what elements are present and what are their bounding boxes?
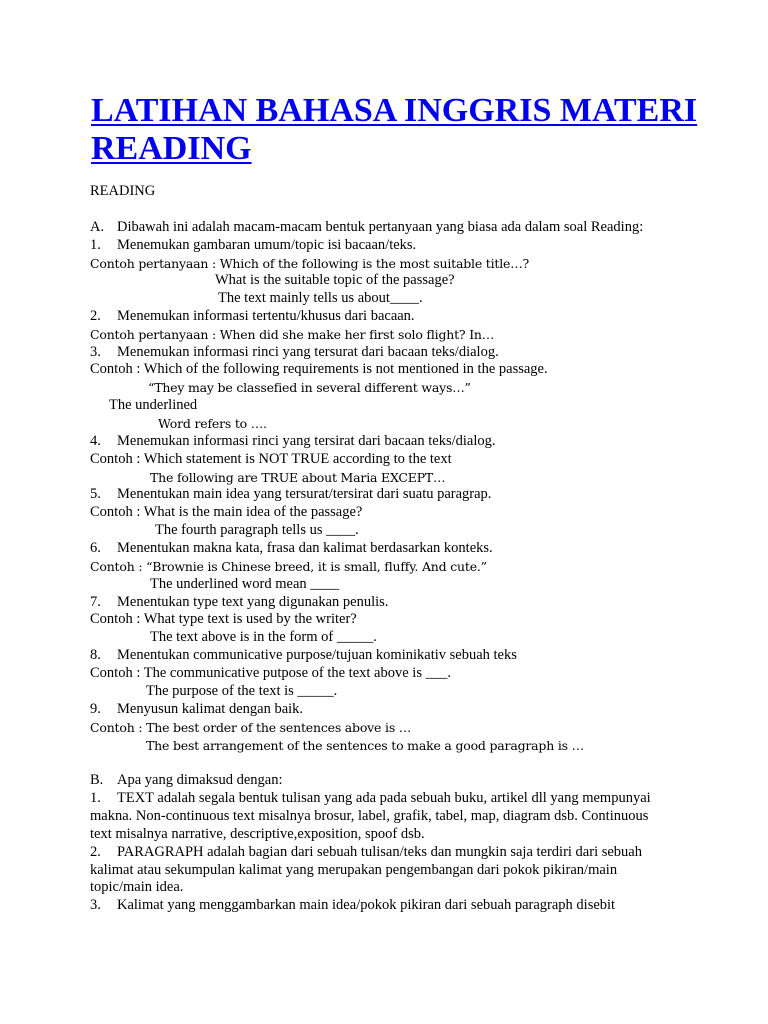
text-line: Menemukan informasi rinci yang tersurat dari bacaan teks/dialog. (117, 344, 499, 360)
item-number: 2. (90, 844, 101, 860)
text-line: Menemukan informasi tertentu/khusus dari bacaan. (117, 308, 415, 324)
item-number: 3. (90, 344, 101, 360)
text-line: Menemukan gambaran umum/topic isi bacaan/teks. (117, 237, 417, 253)
text-line: The following are TRUE about Maria EXCEPT… (150, 470, 446, 485)
example-line (90, 558, 487, 575)
text-line: Contoh : Which statement is NOT TRUE according to the text (90, 451, 452, 467)
text-line: Kalimat yang menggambarkan main idea/pokok pikiran dari sebuah paragraph disebit (117, 897, 616, 913)
item-number: 5. (90, 486, 101, 502)
item-number: B. (90, 772, 104, 788)
example-line (150, 629, 377, 646)
item-number: A. (90, 219, 105, 235)
example-line (215, 272, 455, 289)
list-item (90, 844, 642, 861)
example-line (155, 522, 359, 539)
text-line: Contoh : The communicative putpose of the text above is ___. (90, 665, 451, 681)
text-line: kalimat atau sekumpulan kalimat yang merupakan pengembangan dari pokok pikiran/main (90, 862, 618, 878)
item-number: 7. (90, 594, 101, 610)
example-line (158, 415, 267, 432)
example-line (90, 361, 548, 378)
item-number: 3. (90, 897, 101, 913)
text-line: The best arrangement of the sentences to make a good paragraph is … (146, 738, 584, 753)
example-line (90, 255, 529, 272)
text-line: PARAGRAPH adalah bagian dari sebuah tulisan/teks dan mungkin saja terdiri dari sebuah (117, 844, 642, 860)
text-line: The fourth paragraph tells us ____. (155, 522, 359, 538)
text-line: The purpose of the text is _____. (146, 683, 338, 699)
example-line (150, 576, 339, 593)
text-line: Menyusun kalimat dengan baik. (117, 701, 304, 717)
text-line: The text above is in the form of _____. (150, 629, 377, 645)
example-line (109, 397, 197, 414)
example-line (90, 451, 452, 468)
text-line: “They may be classefied in several different ways…” (148, 380, 471, 395)
item-number: 9. (90, 701, 101, 717)
example-line (90, 504, 362, 521)
example-line (90, 719, 411, 736)
item-number: 8. (90, 647, 101, 663)
item-number: 1. (90, 237, 101, 253)
text-line: Contoh : What type text is used by the writer? (90, 611, 357, 627)
example-line (90, 326, 494, 343)
page-title-link[interactable]: LATIHAN BAHASA INGGRIS MATERI READING (91, 92, 698, 167)
list-item (90, 308, 415, 325)
text-line: Contoh : What is the main idea of the passage? (90, 504, 363, 520)
list-item (90, 790, 651, 807)
example-line (146, 683, 337, 700)
text-line: The text mainly tells us about____. (218, 290, 423, 306)
paragraph-line (90, 879, 183, 896)
item-number: 1. (90, 790, 101, 806)
text-line: Word refers to …. (158, 416, 267, 431)
example-line (150, 469, 445, 486)
list-item (90, 433, 495, 450)
list-item (90, 772, 283, 789)
example-line (90, 665, 451, 682)
text-line: The underlined (109, 397, 198, 413)
item-number: 4. (90, 433, 101, 449)
text-line: Menentukan makna kata, frasa dan kalimat berdasarkan konteks. (117, 540, 493, 556)
list-item (90, 540, 493, 557)
text-line: topic/main idea. (90, 879, 184, 895)
text-line: Dibawah ini adalah macam-macam bentuk pertanyaan yang biasa ada dalam soal Reading: (117, 219, 644, 235)
text-line: Contoh pertanyaan : When did she make her first solo flight? In… (90, 327, 495, 342)
item-number: 6. (90, 540, 101, 556)
list-item (90, 486, 491, 503)
list-item (90, 344, 499, 361)
paragraph-line (90, 826, 425, 843)
text-line: Contoh : “Brownie is Chinese breed, it is small, fluffy. And cute.” (90, 559, 487, 574)
paragraph-line (90, 808, 648, 825)
text-line: The underlined word mean ____ (150, 576, 340, 592)
list-item (90, 701, 303, 718)
example-line (218, 290, 423, 307)
text-line: What is the suitable topic of the passage? (215, 272, 455, 288)
text-line: Contoh : The best order of the sentences above is … (90, 720, 412, 735)
list-item (90, 647, 517, 664)
item-number: 2. (90, 308, 101, 324)
text-line: text misalnya narrative, descriptive,exposition, spoof dsb. (90, 826, 425, 842)
text-line: Contoh pertanyaan : Which of the following is the most suitable title…? (90, 256, 530, 271)
list-item (90, 237, 416, 254)
text-line: Menemukan informasi rinci yang tersirat dari bacaan teks/dialog. (117, 433, 496, 449)
example-line (90, 611, 357, 628)
list-item (90, 594, 388, 611)
paragraph-line (90, 862, 617, 879)
text-line: Menentukan main idea yang tersurat/tersirat dari suatu paragrap. (117, 486, 492, 502)
example-line (148, 379, 471, 396)
text-line: makna. Non-continuous text misalnya brosur, label, grafik, tabel, map, diagram dsb. Continuous (90, 808, 649, 824)
section-label (90, 183, 155, 200)
text-line: TEXT adalah segala bentuk tulisan yang ada pada sebuah buku, artikel dll yang mempunyai (117, 790, 651, 806)
text-line: READING (90, 183, 156, 199)
text-line: Contoh : Which of the following requirements is not mentioned in the passage. (90, 361, 548, 377)
example-line (146, 737, 584, 754)
text-line: Menentukan type text yang digunakan penulis. (117, 594, 389, 610)
text-line: Apa yang dimaksud dengan: (117, 772, 283, 788)
list-item (90, 219, 643, 236)
list-item (90, 897, 615, 914)
text-line: Menentukan communicative purpose/tujuan kominikativ sebuah teks (117, 647, 517, 663)
